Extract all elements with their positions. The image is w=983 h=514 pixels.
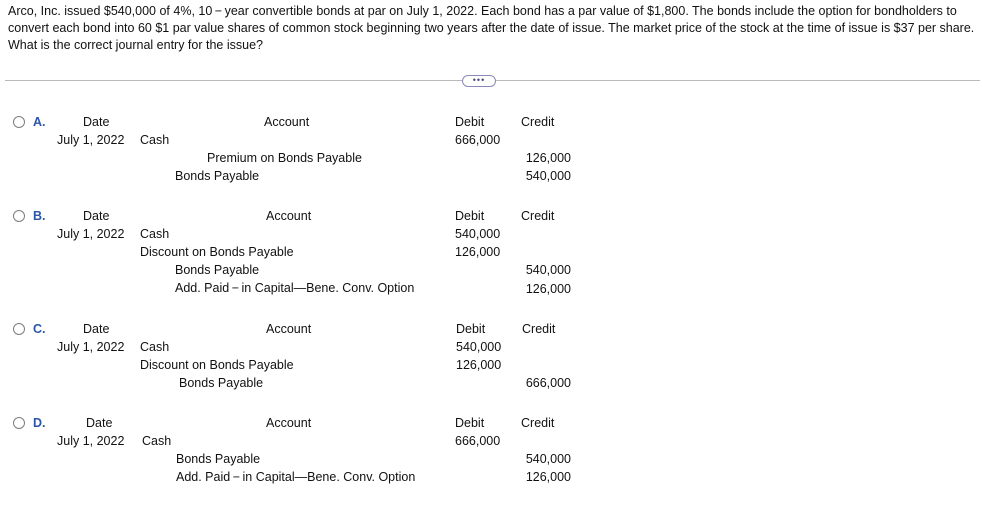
- entry-account: Bonds Payable: [175, 263, 260, 277]
- entry-credit: 540,000: [525, 452, 571, 466]
- entry-account: Cash: [140, 227, 170, 241]
- entry-credit: 126,000: [525, 282, 571, 296]
- option-a[interactable]: [0, 113, 983, 213]
- option-b-letter: B.: [33, 209, 46, 223]
- entry-date: July 1, 2022: [57, 434, 125, 448]
- entry-credit: 540,000: [525, 169, 571, 183]
- header-credit: Credit: [521, 115, 555, 129]
- entry-debit: 540,000: [455, 227, 501, 241]
- header-account: Account: [264, 115, 310, 129]
- entry-date: July 1, 2022: [57, 340, 125, 354]
- entry-account: Cash: [142, 434, 172, 448]
- entry-credit: 540,000: [525, 263, 571, 277]
- option-a-letter: A.: [33, 115, 46, 129]
- header-debit: Debit: [456, 322, 486, 336]
- header-date: Date: [86, 416, 113, 430]
- entry-debit: 666,000: [455, 434, 501, 448]
- entry-debit: 540,000: [456, 340, 502, 354]
- entry-account: Premium on Bonds Payable: [207, 151, 362, 165]
- entry-credit: 126,000: [525, 151, 571, 165]
- entry-date: July 1, 2022: [57, 227, 125, 241]
- entry-account: Bonds Payable: [176, 452, 261, 466]
- option-c-letter: C.: [33, 322, 46, 336]
- option-d[interactable]: [0, 414, 983, 514]
- header-debit: Debit: [455, 209, 485, 223]
- entry-account: Add. Paid − in Capital—Bene. Conv. Option: [175, 281, 415, 295]
- header-account: Account: [266, 209, 312, 223]
- more-options-button[interactable]: •••: [462, 75, 496, 87]
- option-b[interactable]: [0, 207, 983, 307]
- option-c[interactable]: [0, 320, 983, 420]
- entry-account: Add. Paid − in Capital—Bene. Conv. Option: [176, 470, 416, 484]
- entry-debit: 666,000: [455, 133, 501, 147]
- header-date: Date: [83, 322, 110, 336]
- entry-account: Cash: [140, 340, 170, 354]
- option-d-radio[interactable]: [13, 417, 25, 429]
- header-credit: Credit: [521, 416, 555, 430]
- header-credit: Credit: [522, 322, 556, 336]
- header-debit: Debit: [455, 416, 485, 430]
- entry-credit: 126,000: [525, 470, 571, 484]
- entry-credit: 666,000: [525, 376, 571, 390]
- entry-debit: 126,000: [455, 245, 501, 259]
- entry-account: Bonds Payable: [179, 376, 264, 390]
- header-account: Account: [266, 322, 312, 336]
- option-a-radio[interactable]: [13, 116, 25, 128]
- header-debit: Debit: [455, 115, 485, 129]
- header-credit: Credit: [521, 209, 555, 223]
- entry-account: Discount on Bonds Payable: [140, 245, 294, 259]
- entry-account: Bonds Payable: [175, 169, 260, 183]
- option-c-radio[interactable]: [13, 323, 25, 335]
- entry-debit: 126,000: [456, 358, 502, 372]
- header-date: Date: [83, 209, 110, 223]
- option-b-radio[interactable]: [13, 210, 25, 222]
- header-date: Date: [83, 115, 110, 129]
- entry-date: July 1, 2022: [57, 133, 125, 147]
- entry-account: Discount on Bonds Payable: [140, 358, 294, 372]
- question-text: Arco, Inc. issued $540,000 of 4%, 10 − year convertible bonds at par on July 1, 2022. Each bond has a par value of $1,800. The bonds include the option for bondholders to convert each bond into 60 $1 par value shares of common stock beginning two years after the date of issue. The market price of the stock at the time of issue is $37 per share. What is the correct journal entry for the issue?: [8, 4, 975, 52]
- option-d-letter: D.: [33, 416, 46, 430]
- entry-account: Cash: [140, 133, 170, 147]
- header-account: Account: [266, 416, 312, 430]
